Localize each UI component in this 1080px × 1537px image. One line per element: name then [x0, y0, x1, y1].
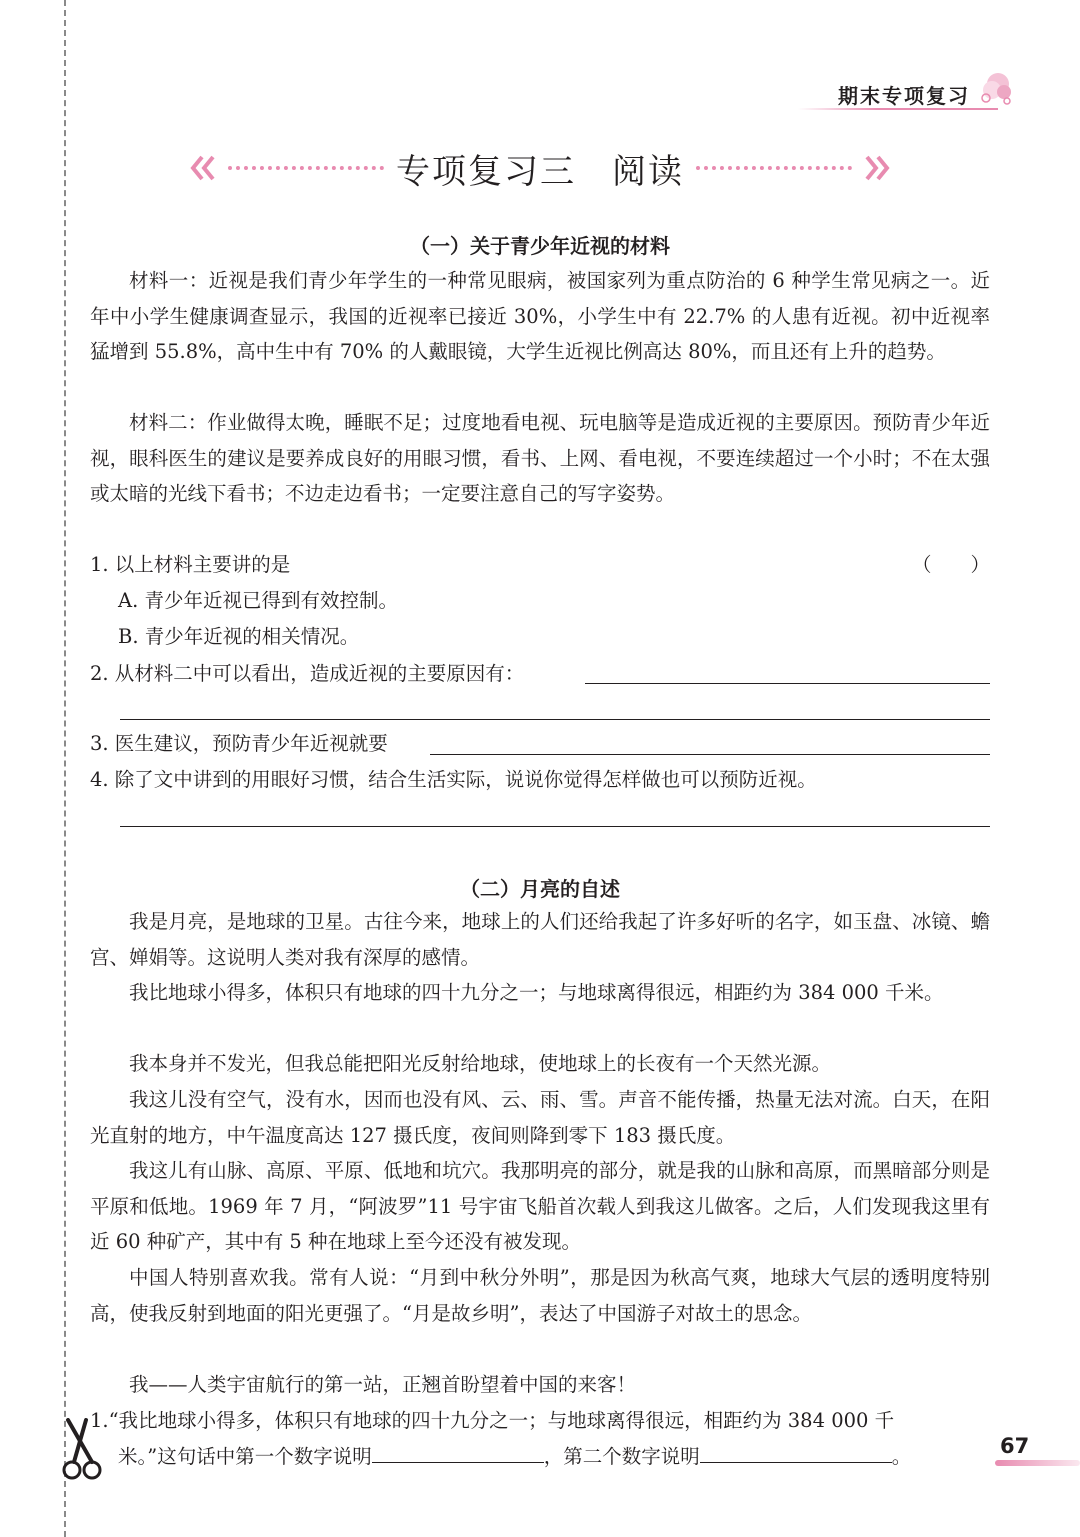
double-chevron-left-icon [190, 154, 216, 182]
part2-question-1-line2 [118, 1439, 988, 1474]
running-header-title: 期末专项复习 [838, 83, 970, 108]
option-a: A. 青少年近视已得到有效控制。 [118, 589, 398, 612]
part2-title: （二）月亮的自述 [460, 877, 620, 901]
part1-question-2: 2. 从材料二中可以看出，造成近视的主要原因有： [90, 662, 525, 685]
page-number: 67 [1000, 1434, 1030, 1458]
part1-question-3: 3. 医生建议，预防青少年近视就要 [90, 732, 388, 755]
double-chevron-right-icon [864, 154, 890, 182]
part2-paragraph-5: 我这儿有山脉、高原、平原、低地和坑穴。我那明亮的部分，就是我的山脉和高原，而黑暗部分则是平原和低地。1969 年 7 月，“阿波罗”11 号宇宙飞船首次载人到我这儿做客。之后，人们发现我这里有近 60 种矿产，其中有 5 种在地球上至今还没有被发现。 [90, 1159, 990, 1253]
title-dots-left [228, 166, 384, 170]
page-number-bar [995, 1460, 1080, 1466]
answer-line-q2a[interactable] [585, 683, 990, 684]
part1-question-4: 4. 除了文中讲到的用眼好习惯，结合生活实际，说说你觉得怎样做也可以预防近视。 [90, 768, 817, 791]
part2-paragraph-4: 我这儿没有空气，没有水，因而也没有风、云、雨、雪。声音不能传播，热量无法对流。白天，在阳光直射的地方，中午温度高达 127 摄氏度，夜间则降到零下 183 摄氏度。 [90, 1088, 990, 1147]
answer-line-q4[interactable] [120, 826, 990, 827]
answer-blank-1[interactable] [372, 1440, 544, 1463]
answer-parentheses[interactable]: （ ） [911, 553, 990, 576]
q1-text-a: 米。”这句话中第一个数字说明 [118, 1445, 372, 1468]
flower-decoration-icon [974, 68, 1016, 110]
part1-title: （一）关于青少年近视的材料 [410, 234, 670, 258]
section-title [190, 140, 890, 196]
part1-question-1: 1. 以上材料主要讲的是 [90, 553, 291, 576]
section-title-text: 专项复习三 阅读 [396, 151, 684, 192]
part1-paragraph-2: 材料二：作业做得太晚，睡眠不足；过度地看电视、玩电脑等是造成近视的主要原因。预防青少年近视，眼科医生的建议是要养成良好的用眼习惯，看书、上网、看电视，不要连续超过一个小时；不在太强或太暗的光线下看书；不边走边看书；一定要注意自己的写字姿势。 [90, 411, 990, 505]
part2-paragraph-2: 我比地球小得多，体积只有地球的四十九分之一；与地球离得很远，相距约为 384 000 千米。 [129, 981, 944, 1004]
part2-question-1-line1: 1.“我比地球小得多，体积只有地球的四十九分之一；与地球离得很远，相距约为 384 000 千 [90, 1409, 895, 1432]
option-b: B. 青少年近视的相关情况。 [118, 625, 360, 648]
answer-line-q2b[interactable] [120, 719, 990, 720]
q1-text-b: ，第二个数字说明 [543, 1445, 700, 1468]
running-header [798, 76, 1018, 112]
part1-paragraph-1: 材料一：近视是我们青少年学生的一种常见眼病，被国家列为重点防治的 6 种学生常见病之一。近年中小学生健康调查显示，我国的近视率已接近 30%，小学生中有 22.7% 的人患有近视。初中近视率猛增到 55.8%，高中生中有 70% 的人戴眼镜，大学生近视比例高达 80%，而且还有上升的趋势。 [90, 269, 990, 363]
title-dots-right [696, 166, 852, 170]
part2-paragraph-6: 中国人特别喜欢我。常有人说：“月到中秋分外明”，那是因为秋高气爽，地球大气层的透明度特别高，使我反射到地面的阳光更强了。“月是故乡明”，表达了中国游子对故土的思念。 [90, 1266, 990, 1325]
header-rule [798, 108, 998, 110]
q1-text-c: 。 [891, 1445, 912, 1468]
part2-paragraph-3: 我本身并不发光，但我总能把阳光反射给地球，使地球上的长夜有一个天然光源。 [129, 1052, 832, 1075]
part2-paragraph-1: 我是月亮，是地球的卫星。古往今来，地球上的人们还给我起了许多好听的名字，如玉盘、冰镜、蟾宫、婵娟等。这说明人类对我有深厚的感情。 [90, 910, 990, 969]
answer-line-q3[interactable] [430, 754, 990, 755]
part2-paragraph-7: 我——人类宇宙航行的第一站，正翘首盼望着中国的来客！ [129, 1373, 637, 1396]
answer-blank-2[interactable] [700, 1440, 892, 1463]
